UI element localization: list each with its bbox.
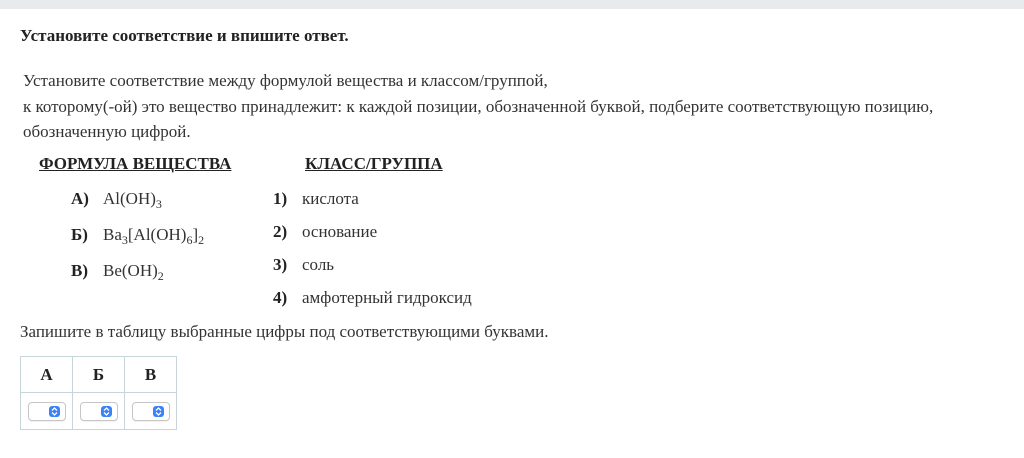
- class-text: основание: [302, 222, 378, 241]
- answer-header-row: [21, 357, 177, 393]
- answer-header-v: В: [125, 357, 177, 393]
- answer-cell-v: [125, 393, 177, 430]
- formula-item-b: [71, 225, 204, 245]
- updown-chevron-icon: [101, 406, 112, 417]
- class-column-header: КЛАСС/ГРУППА: [305, 154, 443, 173]
- answer-select-row: [21, 393, 177, 430]
- formula-column-header: ФОРМУЛА ВЕЩЕСТВА: [39, 154, 232, 173]
- formula-label: А): [71, 189, 89, 208]
- instructions-line-2: к которому(-ой) это вещество принадлежит: к каждой позиции, обозначенной буквой, подберите соответствующую позицию,: [23, 96, 934, 116]
- class-text: амфотерный гидроксид: [302, 288, 472, 307]
- instructions-line-1: Установите соответствие между формулой вещества и классом/группой,: [23, 71, 548, 90]
- answer-header-a: А: [21, 357, 73, 393]
- class-item-3: [273, 255, 334, 275]
- class-text: соль: [302, 255, 335, 274]
- class-label: 1): [273, 189, 288, 208]
- top-bar: [0, 0, 1024, 9]
- answer-select-b[interactable]: [80, 402, 118, 421]
- class-label: 4): [273, 288, 288, 307]
- formula-text: $Ba_3[Al(OH)_6]_2$: [103, 225, 205, 247]
- answer-select-a[interactable]: [28, 402, 66, 421]
- class-item-1: [273, 189, 359, 209]
- formula-text: $Al(OH)_3$: [103, 189, 162, 211]
- updown-chevron-icon: [153, 406, 164, 417]
- answer-table: [20, 356, 177, 430]
- formula-text: $Be(OH)_2$: [103, 261, 164, 283]
- answer-header-b: Б: [73, 357, 125, 393]
- formula-label: В): [71, 261, 88, 280]
- class-label: 3): [273, 255, 288, 274]
- instructions-line-3: обозначенную цифрой.: [23, 122, 191, 141]
- class-text: кислота: [302, 189, 359, 208]
- formula-label: Б): [71, 225, 88, 244]
- answer-cell-a: [21, 393, 73, 430]
- updown-chevron-icon: [49, 406, 60, 417]
- formula-item-a: [71, 189, 162, 209]
- class-label: 2): [273, 222, 288, 241]
- task-instructions: [23, 68, 1013, 145]
- class-item-4: [273, 288, 472, 308]
- formula-item-v: [71, 261, 164, 281]
- task-title: Установите соответствие и впишите ответ.: [20, 26, 349, 45]
- class-item-2: [273, 222, 377, 242]
- answer-cell-b: [73, 393, 125, 430]
- answer-instructions: Запишите в таблицу выбранные цифры под соответствующими буквами.: [20, 322, 549, 341]
- answer-select-v[interactable]: [132, 402, 170, 421]
